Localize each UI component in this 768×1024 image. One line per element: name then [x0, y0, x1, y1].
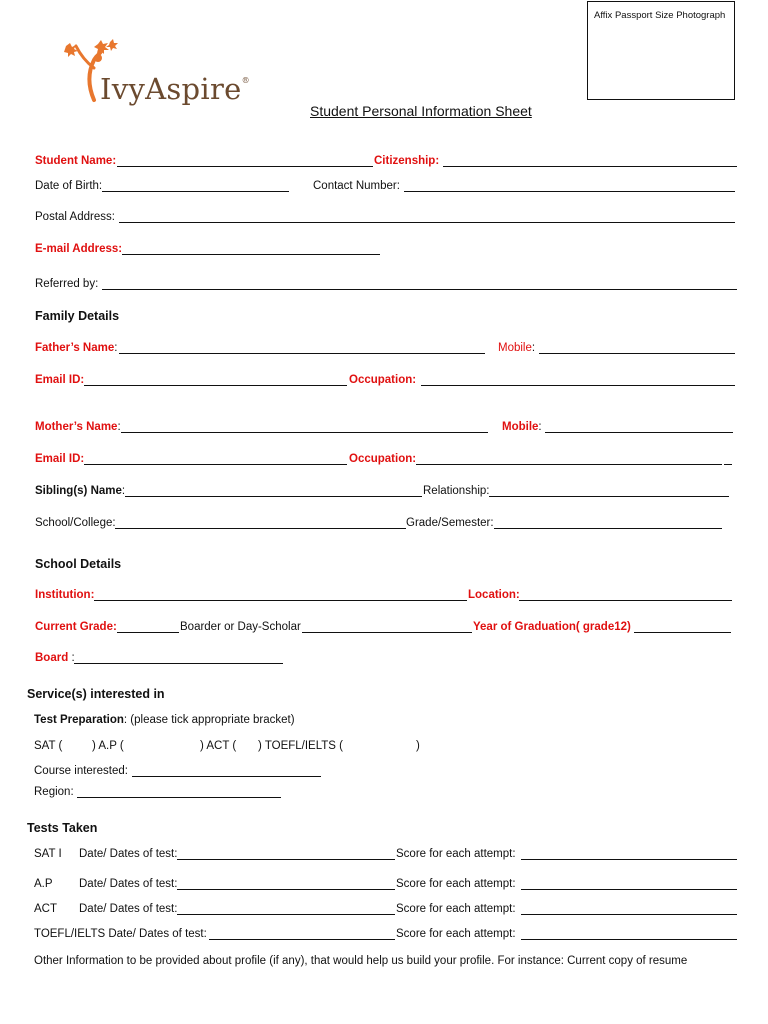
course-field[interactable] [132, 776, 321, 777]
current-grade-field[interactable] [117, 632, 179, 633]
institution-field[interactable] [94, 600, 467, 601]
mother-mobile-label: Mobile: [502, 421, 542, 433]
siblings-label: Sibling(s) Name: [35, 485, 126, 497]
referred-label: Referred by: [35, 278, 99, 290]
father-name-label: Father’s Name: [35, 342, 118, 354]
mother-occupation-field[interactable] [416, 464, 722, 465]
test-row-name: TOEFL/IELTS Date/ Dates of test: [34, 928, 207, 940]
email-field[interactable] [122, 254, 380, 255]
test-prep-label: Test Preparation: (please tick appropriate bracket) [34, 714, 295, 726]
test-row-dates-label: Date/ Dates of test: [79, 903, 178, 915]
siblings-field[interactable] [125, 496, 422, 497]
ap-option[interactable]: ) A.P ( [92, 740, 124, 752]
mother-name-field[interactable] [121, 432, 488, 433]
region-field[interactable] [77, 797, 281, 798]
sat-option[interactable]: SAT ( [34, 740, 63, 752]
footer-note: Other Information to be provided about profile (if any), that would help us build your profile. For instance: Current copy of resume [34, 955, 688, 967]
test-row-dates-field[interactable] [209, 939, 395, 940]
test-row-dates-field[interactable] [177, 914, 395, 915]
boarder-label: Boarder or Day-Scholar [180, 621, 301, 633]
test-row-score-label: Score for each attempt: [396, 878, 516, 890]
referred-field[interactable] [102, 289, 737, 290]
email-label: E-mail Address: [35, 243, 123, 255]
location-label: Location: [468, 589, 520, 601]
board-label: Board : [35, 652, 75, 664]
father-name-field[interactable] [119, 353, 485, 354]
toefl-option[interactable]: ) TOEFL/IELTS ( [258, 740, 343, 752]
logo-text: IvyAspire® [100, 72, 250, 106]
course-label: Course interested: [34, 765, 128, 777]
test-row-score-label: Score for each attempt: [396, 928, 516, 940]
boarder-field[interactable] [302, 632, 472, 633]
graduation-label: Year of Graduation( grade12) [473, 621, 631, 633]
relationship-field[interactable] [489, 496, 729, 497]
act-option[interactable]: ) ACT ( [200, 740, 237, 752]
photo-box [587, 1, 735, 100]
test-row-dates-field[interactable] [177, 859, 395, 860]
test-row-name: SAT I [34, 848, 62, 860]
school-college-label: School/College: [35, 517, 116, 529]
mother-name-label: Mother’s Name: [35, 421, 121, 433]
test-row-score-label: Score for each attempt: [396, 848, 516, 860]
grade-semester-label: Grade/Semester: [406, 517, 494, 529]
postal-label: Postal Address: [35, 211, 115, 223]
test-row-score-field[interactable] [521, 889, 737, 890]
test-row-score-field[interactable] [521, 859, 737, 860]
test-row-dates-label: Date/ Dates of test: [79, 848, 178, 860]
father-mobile-field[interactable] [539, 353, 735, 354]
toefl-close: ) [416, 740, 420, 752]
test-row-score-label: Score for each attempt: [396, 903, 516, 915]
relationship-label: Relationship: [423, 485, 490, 497]
father-occupation-label: Occupation: [349, 374, 417, 386]
contact-label: Contact Number: [313, 180, 400, 192]
board-field[interactable] [74, 663, 283, 664]
test-row-name: ACT [34, 903, 57, 915]
father-email-label: Email ID: [35, 374, 85, 386]
mother-occupation-field-tail [724, 464, 732, 465]
current-grade-label: Current Grade: [35, 621, 117, 633]
contact-field[interactable] [404, 191, 735, 192]
father-occupation-field[interactable] [421, 385, 735, 386]
tests-heading: Tests Taken [27, 821, 98, 835]
test-row-dates-label: Date/ Dates of test: [79, 878, 178, 890]
location-field[interactable] [519, 600, 732, 601]
student-name-field[interactable] [117, 166, 373, 167]
test-row-score-field[interactable] [521, 939, 737, 940]
test-row-name: A.P [34, 878, 53, 890]
services-heading: Service(s) interested in [27, 687, 165, 701]
student-name-label: Student Name: [35, 155, 117, 167]
school-heading: School Details [35, 557, 122, 571]
region-label: Region: [34, 786, 74, 798]
photo-box-label: Affix Passport Size Photograph [594, 10, 726, 21]
mother-email-field[interactable] [84, 464, 347, 465]
dob-label: Date of Birth: [35, 180, 103, 192]
page-title: Student Personal Information Sheet [310, 103, 532, 119]
dob-field[interactable] [102, 191, 289, 192]
mother-email-label: Email ID: [35, 453, 85, 465]
grade-semester-field[interactable] [494, 528, 722, 529]
family-heading: Family Details [35, 309, 120, 323]
postal-field[interactable] [119, 222, 735, 223]
school-college-field[interactable] [115, 528, 406, 529]
father-mobile-label: Mobile: [498, 342, 536, 354]
institution-label: Institution: [35, 589, 95, 601]
father-email-field[interactable] [84, 385, 347, 386]
citizenship-field[interactable] [443, 166, 737, 167]
citizenship-label: Citizenship: [374, 155, 440, 167]
test-row-dates-field[interactable] [177, 889, 395, 890]
mother-occupation-label: Occupation: [349, 453, 417, 465]
test-row-score-field[interactable] [521, 914, 737, 915]
mother-mobile-field[interactable] [545, 432, 733, 433]
graduation-field[interactable] [634, 632, 731, 633]
